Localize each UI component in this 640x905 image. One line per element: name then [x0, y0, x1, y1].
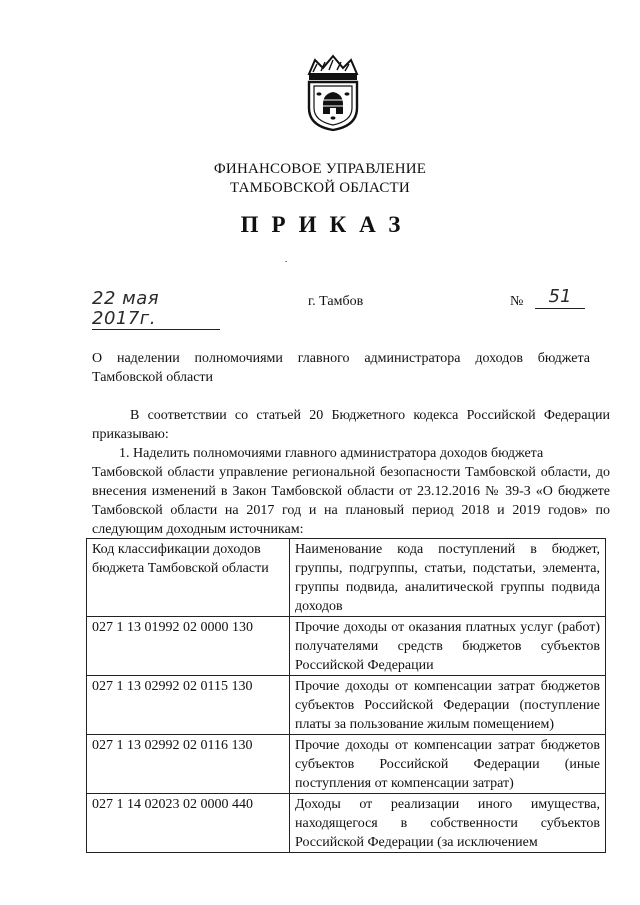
- order-subject: О наделении полномочиями главного администратора доходов бюджета Тамбовской области: [92, 351, 590, 385]
- table-row: [87, 617, 606, 676]
- table-header-row: [87, 539, 606, 617]
- preamble-paragraph: В соответствии со статьей 20 Бюджетного кодекса Российской Федерации приказываю:: [92, 408, 610, 442]
- revenue-codes-table: [86, 538, 606, 853]
- authority-line-1: ФИНАНСОВОЕ УПРАВЛЕНИЕ: [213, 161, 427, 177]
- revenue-code-cell: 027 1 13 02992 02 0116 130: [87, 735, 290, 794]
- revenue-name-cell: Прочие доходы от компенсации затрат бюджетов субъектов Российской Федерации (поступление платы за пользование жилым помещением): [290, 676, 606, 735]
- revenue-name-cell: Прочие доходы от оказания платных услуг (работ) получателями средств бюджетов субъектов Российской Федерации: [290, 617, 606, 676]
- table-row: [87, 735, 606, 794]
- handwritten-date: 22 мая 2017г.: [92, 289, 220, 330]
- clause-1-text: Тамбовской области управление региональной безопасности Тамбовской области, до внесения изменений в Закон Тамбовской области от 23.12.2016 № 39-З «О бюджете Тамбовской области на 2017 год и на плановый период 2018 и 2019 годов» по следующим доходным источникам:: [92, 465, 610, 537]
- revenue-code-cell: 027 1 13 01992 02 0000 130: [87, 617, 290, 676]
- document-page: ФИНАНСОВОЕ УПРАВЛЕНИЕ ТАМБОВСКОЙ ОБЛАСТИ ПРИКАЗ . 22 мая 2017г. г. Тамбов № 51 О наделении полномочиями главного администратора доходов бюджета Тамбовской области В соответствии со статьей 20 Бюджетного кодекса Российской Федерации приказываю: 1. Наделить полномочиями главного администратора доходов бюджета Тамбовской области управление региональной безопасности Тамбовской области, до внесения изменений в Закон Тамбовской области от 23.12.2016 № 39-З «О бюджете Тамбовской области на 2017 год и на плановый период 2018 и 2019 годов» по следующим доходным источникам: Код классификации доходов бюджета Тамбовской области Наименование кода поступлений в бюджет, группы, подгруппы, статьи, подстатьи, элемента, группы подвида, аналитической группы подвида доходов 027 1 13 01992 02 0000 130 Прочие доходы от оказания платных услуг (работ) получателями средств бюджетов субъектов Российской Федерации 027 1 13 02992 02 0115 130 Прочие доходы от компенсации затрат бюджетов субъектов Российской Федерации (поступление платы за пользование жилым помещением) 027 1 13 02992 02 0116 130 Прочие доходы от компенсации затрат бюджетов субъектов Российской Федерации (иные поступления от компенсации затрат) 027 1 14 02023 02 0000 440 Доходы от реализации иного имущества, находящегося в собственности субъектов Российской Федерации (за исключением: [0, 0, 640, 905]
- number-label: №: [510, 294, 524, 309]
- clause-1-lead: 1. Наделить полномочиями главного администратора доходов бюджета: [119, 446, 544, 461]
- revenue-code-cell: 027 1 14 02023 02 0000 440: [87, 794, 290, 853]
- revenue-code-cell: 027 1 13 02992 02 0115 130: [87, 676, 290, 735]
- clause-1-paragraph: [92, 444, 610, 539]
- document-type-title: ПРИКАЗ: [240, 212, 414, 237]
- coat-of-arms-icon: [301, 52, 365, 132]
- table-row: [87, 794, 606, 853]
- header-name-column: Наименование кода поступлений в бюджет, группы, подгруппы, статьи, подстатьи, элемента, группы подвида, аналитической группы подвида доходов: [290, 539, 606, 617]
- header-code-column: Код классификации доходов бюджета Тамбовской области: [87, 539, 290, 617]
- authority-line-2: ТАМБОВСКОЙ ОБЛАСТИ: [230, 180, 410, 196]
- revenue-name-cell: Прочие доходы от компенсации затрат бюджетов субъектов Российской Федерации (иные поступления от компенсации затрат): [290, 735, 606, 794]
- revenue-name-cell: Доходы от реализации иного имущества, находящегося в собственности субъектов Российской Федерации (за исключением: [290, 794, 606, 853]
- table-row: [87, 676, 606, 735]
- issuing-authority: [0, 160, 640, 198]
- handwritten-order-number: 51: [535, 286, 585, 309]
- city-label: г. Тамбов: [308, 294, 364, 309]
